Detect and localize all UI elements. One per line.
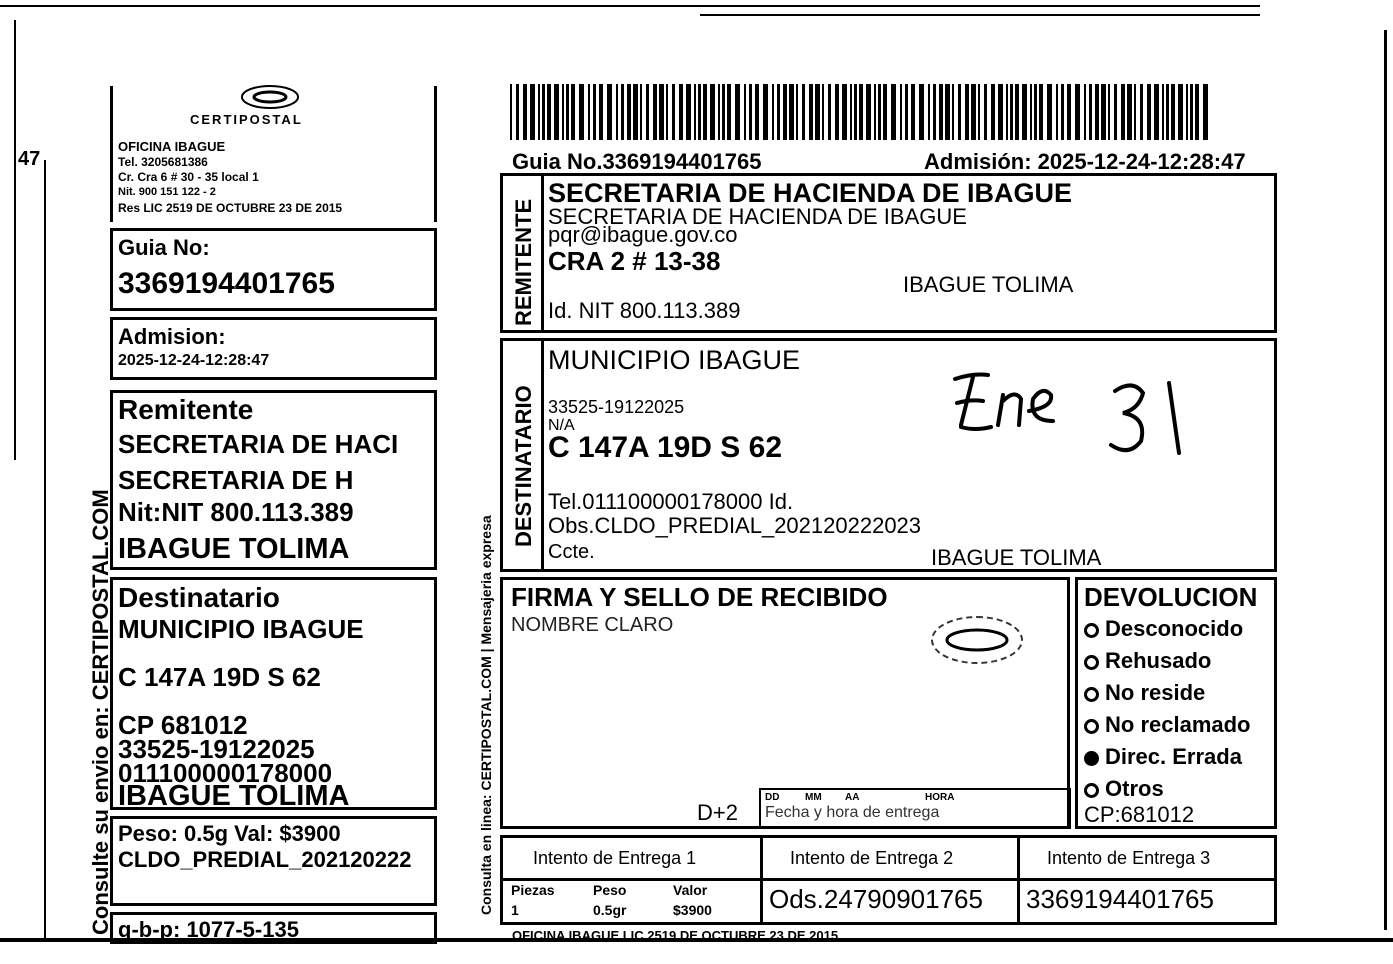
firma-title: FIRMA Y SELLO DE RECIBIDO [511,582,888,612]
left-side-text: Consulte su envio en: CERTIPOSTAL.COM [88,489,113,935]
intentos-vline-2 [1017,838,1020,922]
dev-option-no-reclamado: No reclamado [1084,712,1251,738]
intentos-vline-1 [760,838,763,922]
left-remitente-city: IBAGUE TOLIMA [118,533,350,565]
barcode-bar [850,84,852,140]
barcode-bar [1171,84,1175,140]
barcode-bar [562,84,564,140]
barcode-bar [735,84,740,140]
dev-option-direc-errada: Direc. Errada [1084,744,1242,770]
barcode-bar [866,84,871,140]
barcode-bar [679,84,683,140]
barcode-bar [1114,84,1117,140]
barcode-bar [1121,84,1125,140]
right-guia: Guia No.3369194401765 [512,149,762,174]
barcode-bar [703,84,707,140]
peso-value: 0.5gr [593,902,627,918]
barcode-bar [984,84,987,140]
rem-id: Id. NIT 800.113.389 [548,298,741,323]
footer-text: OFICINA IBAGUE LIC 2519 DE OCTUBRE 23 DE 2015 [512,928,839,943]
barcode-bar [859,84,863,140]
barcode-bar [547,84,551,140]
devolucion-box [1075,577,1277,829]
devolucion-title: DEVOLUCION [1084,582,1258,612]
barcode-bar [1015,84,1019,140]
remitente-divider [541,176,544,330]
barcode-bar [783,84,787,140]
barcode [510,84,1210,140]
barcode-bar [1006,84,1008,140]
barcode-bar [1162,84,1164,140]
dev-option-rehusado: Rehusado [1084,648,1211,674]
rem-addr: CRA 2 # 13-38 [548,246,721,276]
office-tel: Tel. 3205681386 [118,155,208,169]
dest-na: N/A [548,417,575,434]
fecha-col-hora: HORA [925,792,955,803]
piezas-label: Piezas [511,882,555,898]
right-side-text: Consulta en linea: CERTIPOSTAL.COM | Mensajeria expresa [478,515,494,915]
dest-obs: Obs.CLDO_PREDIAL_202120222023 [548,513,922,538]
left-remitente-nit: Nit:NIT 800.113.389 [118,497,354,527]
barcode-bar [640,84,642,140]
barcode-bar [1134,84,1136,140]
barcode-bar [621,84,624,140]
barcode-bar [1195,84,1199,140]
barcode-bar [828,84,831,140]
barcode-bar [874,84,876,140]
barcode-bar [1056,84,1058,140]
piezas-value: 1 [511,902,519,918]
barcode-bar [718,84,720,140]
barcode-bar [542,84,545,140]
barcode-bar [911,84,915,140]
d-plus-2: D+2 [697,800,738,825]
destinatario-vertical-label: DESTINATARIO [511,385,536,547]
left-dest-name: MUNICIPIO IBAGUE [118,614,364,644]
barcode-bar [1178,84,1183,140]
barcode-bar [991,84,995,140]
dest-addr: C 147A 19D S 62 [548,431,783,464]
barcode-bar [928,84,930,140]
barcode-bar [1061,84,1064,140]
barcode-bar [802,84,805,140]
right-destinatario-box [500,338,1277,572]
barcode-bar [971,84,976,140]
left-admision-value: 2025-12-24-12:28:47 [118,352,270,369]
barcode-bar [1203,84,1208,140]
barcode-bar [566,84,569,140]
radio-icon [1084,751,1099,766]
barcode-bar [722,84,725,140]
barcode-bar [939,84,943,140]
edge-number: 47 [18,148,41,170]
destinatario-divider [541,341,544,569]
barcode-bar [1089,84,1092,140]
barcode-bar [516,84,519,140]
scan-right-line [1384,30,1387,930]
intento-1: Intento de Entrega 1 [533,848,697,868]
barcode-bar [965,84,969,140]
dest-tel: Tel.011100000178000 Id. [548,489,794,514]
dev-option-desconocido: Desconocido [1084,616,1243,642]
left-remitente-line1: SECRETARIA DE HACI [118,429,399,459]
barcode-bar [579,84,584,140]
left-peso: Peso: 0.5g Val: $3900 [118,821,341,846]
barcode-bar [607,84,612,140]
valor-label: Valor [673,882,708,898]
barcode-bar [744,84,746,140]
barcode-bar [809,84,813,140]
barcode-bar [919,84,924,140]
right-remitente-box [500,173,1277,333]
barcode-bar [710,84,715,140]
rem-name: SECRETARIA DE HACIENDA DE IBAGUE [548,178,1073,208]
barcode-bar [698,84,701,140]
barcode-bar [842,84,847,140]
radio-icon [1084,687,1099,702]
barcode-bar [777,84,780,140]
barcode-bar [891,84,896,140]
left-destinatario-box [110,577,437,810]
certipostal-stamp-icon [931,616,1023,664]
barcode-bar [900,84,902,140]
barcode-bar [815,84,820,140]
intentos-hline [503,878,1274,881]
barcode-bar [666,84,668,140]
barcode-bar [1154,84,1159,140]
fecha-box [759,788,1071,829]
intento-2: Intento de Entrega 2 [790,848,954,868]
barcode-bar [1095,84,1099,140]
barcode-bar [1034,84,1037,140]
guia-bottom: 3369194401765 [1026,884,1214,914]
rem-city: IBAGUE TOLIMA [903,272,1074,297]
left-gbp: g-b-p: 1077-5-135 [118,917,299,942]
remitente-vertical-label: REMITENTE [511,198,536,326]
ods: Ods.24790901765 [769,884,983,914]
barcode-bar [1010,84,1013,140]
fecha-label: Fecha y hora de entrega [765,804,940,821]
valor-value: $3900 [673,902,712,918]
dest-ccte: Ccte. [548,541,595,563]
radio-icon [1084,623,1099,638]
logo-text: CERTIPOSTAL [190,112,303,127]
scan-top-line-2 [700,14,1260,16]
barcode-bar [633,84,638,140]
barcode-bar [1190,84,1193,140]
barcode-bar [672,84,675,140]
dev-option-otros: Otros [1084,776,1164,802]
peso-label: Peso [593,882,627,898]
barcode-bar [854,84,857,140]
office-res: Res LIC 2519 DE OCTUBRE 23 DE 2015 [118,201,343,215]
right-admision: Admisión: 2025-12-24-12:28:47 [924,149,1246,174]
barcode-bar [554,84,559,140]
barcode-bar [755,84,759,140]
nombre-claro: NOMBRE CLARO [511,614,674,636]
office-nit: Nit. 900 151 122 - 2 [118,186,216,198]
barcode-bar [1127,84,1132,140]
left-admision-box [110,317,437,380]
barcode-bar [616,84,618,140]
left-dest-cp: CP 681012 [118,710,248,740]
radio-icon [1084,783,1099,798]
dev-cp: CP:681012 [1084,802,1195,827]
rem-name2: SECRETARIA DE HACIENDA DE IBAGUE [548,204,967,229]
barcode-bar [998,84,1003,140]
office-address: Cr. Cra 6 # 30 - 35 local 1 [118,170,259,184]
barcode-bar [883,84,887,140]
barcode-bar [835,84,839,140]
barcode-bar [1047,84,1052,140]
barcode-bar [763,84,768,140]
barcode-bar [1140,84,1143,140]
barcode-bar [538,84,540,140]
barcode-bar [1186,84,1188,140]
left-gbp-box [110,912,437,944]
barcode-bar [789,84,794,140]
barcode-bar [822,84,824,140]
left-guia-box [110,228,437,311]
office-name: OFICINA IBAGUE [118,139,226,154]
left-remitente-line2: SECRETARIA DE H [118,465,354,495]
firma-box [500,577,1070,829]
rem-email: pqr@ibague.gov.co [548,222,738,247]
left-dest-phone: 011100000178000 [118,758,333,788]
barcode-bar [523,84,527,140]
left-admision-label: Admision: [118,324,226,349]
scan-left-line [14,20,16,460]
certipostal-logo [230,84,310,114]
barcode-bar [978,84,980,140]
left-remitente-box [110,390,437,570]
barcode-bar [952,84,954,140]
left-logo-right-border [434,86,437,222]
dev-option-no-reside: No reside [1084,680,1205,706]
barcode-bar [599,84,603,140]
left-dest-city: IBAGUE TOLIMA [118,780,350,812]
barcode-bar [933,84,936,140]
left-logo-left-border [110,86,113,222]
barcode-bar [571,84,575,140]
radio-icon [1084,655,1099,670]
dest-name: MUNICIPIO IBAGUE [548,345,801,375]
left-dest-ref: 33525-19122025 [118,734,315,764]
barcode-bar [1101,84,1106,140]
barcode-bar [1075,84,1080,140]
barcode-bar [772,84,774,140]
left-dest-title: Destinatario [118,582,280,613]
barcode-bar [627,84,631,140]
barcode-bar [588,84,590,140]
left-dest-addr: C 147A 19D S 62 [118,662,321,692]
barcode-bar [749,84,752,140]
barcode-bar [510,84,512,140]
barcode-bar [878,84,881,140]
intento-3: Intento de Entrega 3 [1047,848,1211,868]
barcode-bar [1108,84,1110,140]
scan-top-line [0,5,1260,7]
handwritten-note [943,355,1203,475]
dest-ref: 33525-19122025 [548,397,685,417]
left-guia-value: 3369194401765 [118,267,335,300]
barcode-bar [727,84,731,140]
fecha-col-dd: DD [765,792,780,803]
left-obs: CLDO_PREDIAL_202120222 [118,847,412,872]
left-guia-label: Guia No: [118,235,210,260]
barcode-bar [653,84,657,140]
dest-city: IBAGUE TOLIMA [931,545,1102,570]
barcode-bar [530,84,535,140]
barcode-bar [1147,84,1151,140]
barcode-bar [905,84,908,140]
barcode-bar [659,84,664,140]
scan-left-line-2 [44,160,46,940]
barcode-bar [1030,84,1032,140]
barcode-bar [945,84,950,140]
barcode-bar [958,84,961,140]
fecha-col-aa: AA [845,792,860,803]
barcode-bar [796,84,798,140]
left-remitente-title: Remitente [118,394,254,425]
barcode-bar [1067,84,1071,140]
barcode-bar [1022,84,1027,140]
barcode-bar [1084,84,1086,140]
barcode-bar [1039,84,1043,140]
barcode-bar [646,84,649,140]
radio-icon [1084,719,1099,734]
barcode-bar [1166,84,1169,140]
barcode-bar [686,84,691,140]
intentos-row [500,835,1277,925]
barcode-bar [694,84,696,140]
barcode-bar [593,84,596,140]
left-peso-box [110,816,437,906]
fecha-col-mm: MM [805,792,822,803]
